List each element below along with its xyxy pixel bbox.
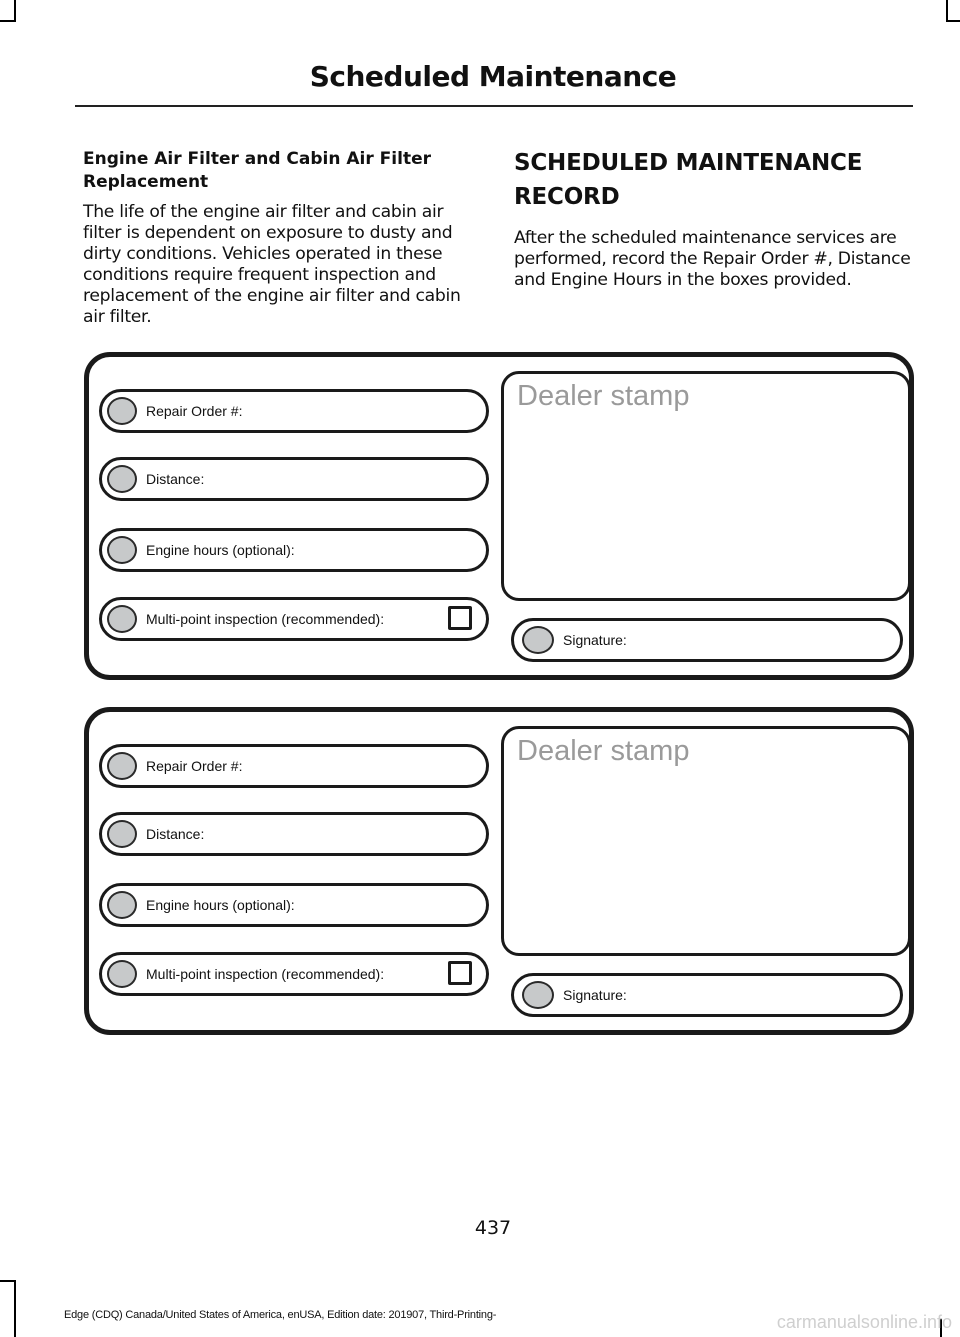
left-column	[83, 148, 483, 328]
crop-mark	[946, 0, 948, 22]
inspection-checkbox[interactable]	[448, 606, 472, 630]
distance-field[interactable]	[99, 812, 489, 856]
inspection-field	[99, 597, 489, 641]
bullet-icon	[107, 397, 137, 425]
dealer-stamp-box	[501, 371, 911, 601]
bullet-icon	[107, 465, 137, 493]
body-paragraph: The life of the engine air filter and cabin air filter is dependent on exposure to dusty and dirty conditions. Vehicles operated in these conditions require frequent inspection and replacement of the engine air filter and cabin air filter.	[83, 202, 461, 327]
repair-order-field[interactable]	[99, 389, 489, 433]
field-label: Distance:	[146, 471, 205, 487]
header-divider	[75, 105, 913, 107]
body-paragraph: After the scheduled maintenance services are performed, record the Repair Order #, Distance and Engine Hours in the boxes provided.	[514, 228, 911, 290]
edition-footer: Edge (CDQ) Canada/United States of America, enUSA, Edition date: 201907, Third-Printing-	[64, 1309, 497, 1321]
page-title: Scheduled Maintenance	[309, 60, 677, 93]
dealer-stamp-label: Dealer stamp	[517, 380, 690, 412]
crop-mark	[946, 20, 960, 22]
page-number: 437	[474, 1217, 512, 1239]
inspection-checkbox[interactable]	[448, 961, 472, 985]
bullet-icon	[522, 626, 554, 654]
signature-field[interactable]	[511, 618, 903, 662]
inspection-field	[99, 952, 489, 996]
field-label: Multi-point inspection (recommended):	[146, 966, 385, 982]
distance-field[interactable]	[99, 457, 489, 501]
bullet-icon	[107, 536, 137, 564]
bullet-icon	[107, 891, 137, 919]
right-column	[514, 146, 914, 291]
maintenance-record-form	[84, 707, 914, 1035]
crop-mark	[14, 0, 16, 22]
field-label: Distance:	[146, 826, 205, 842]
dealer-stamp-box	[501, 726, 911, 956]
crop-mark	[14, 1280, 16, 1337]
engine-hours-field[interactable]	[99, 883, 489, 927]
section-heading: SCHEDULED MAINTENANCE RECORD	[514, 150, 863, 210]
field-label: Engine hours (optional):	[146, 542, 295, 558]
bullet-icon	[107, 605, 137, 633]
section-subheading: Engine Air Filter and Cabin Air Filter Replacement	[83, 149, 431, 192]
field-label: Engine hours (optional):	[146, 897, 295, 913]
field-label: Multi-point inspection (recommended):	[146, 611, 385, 627]
watermark: carmanualsonline.info	[776, 1312, 952, 1332]
maintenance-record-form	[84, 352, 914, 680]
signature-field[interactable]	[511, 973, 903, 1017]
repair-order-field[interactable]	[99, 744, 489, 788]
field-label: Signature:	[563, 987, 627, 1003]
crop-mark	[0, 20, 16, 22]
bullet-icon	[107, 752, 137, 780]
engine-hours-field[interactable]	[99, 528, 489, 572]
crop-mark	[0, 1280, 16, 1282]
field-label: Repair Order #:	[146, 758, 243, 774]
field-label: Signature:	[563, 632, 627, 648]
field-label: Repair Order #:	[146, 403, 243, 419]
bullet-icon	[107, 820, 137, 848]
dealer-stamp-label: Dealer stamp	[517, 735, 690, 767]
bullet-icon	[522, 981, 554, 1009]
bullet-icon	[107, 960, 137, 988]
